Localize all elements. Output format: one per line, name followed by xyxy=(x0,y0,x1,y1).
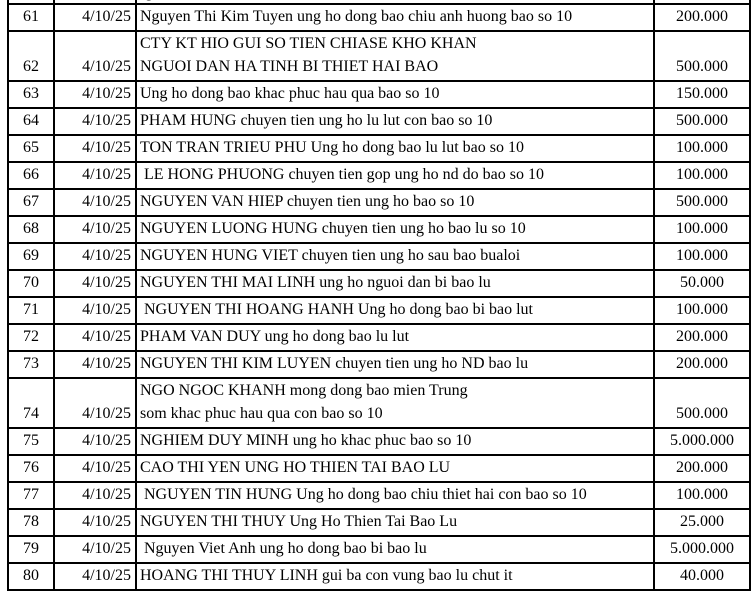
description-line: NGUYEN VAN HIEP chuyen tien ung ho bao so 10 xyxy=(140,193,475,210)
description-line: som khac phuc hau qua con bao so 10 xyxy=(140,405,383,422)
amount-cell: 150.000 xyxy=(654,81,750,108)
amount-cell: 500.000 xyxy=(654,31,750,81)
row-number-cell: 69 xyxy=(8,243,54,270)
row-number-cell: 62 xyxy=(8,31,54,81)
description-line: NGO NGOC KHANH mong dong bao mien Trung xyxy=(140,382,468,399)
row-number-cell: 74 xyxy=(8,378,54,428)
row-number-cell: 75 xyxy=(8,428,54,455)
date-cell: 4/10/25 xyxy=(54,216,136,243)
table-row xyxy=(8,135,750,162)
description-cell xyxy=(136,351,654,378)
row-number-cell: 76 xyxy=(8,455,54,482)
amount-cell: 100.000 xyxy=(654,243,750,270)
row-number-cell: 66 xyxy=(8,162,54,189)
row-number-cell: 79 xyxy=(8,536,54,563)
date-cell: 4/10/25 xyxy=(54,428,136,455)
description-line: TON TRAN TRIEU PHU Ung ho dong bao lu lut bao so 10 xyxy=(140,139,524,156)
description-cell xyxy=(136,162,654,189)
table-row xyxy=(8,351,750,378)
table-row xyxy=(8,270,750,297)
row-number-cell: 77 xyxy=(8,482,54,509)
description-cell xyxy=(136,108,654,135)
table-row xyxy=(8,509,750,536)
table-row xyxy=(8,108,750,135)
date-cell: 4/10/25 xyxy=(54,270,136,297)
table-row xyxy=(8,4,750,31)
date-cell: 4/10/25 xyxy=(54,378,136,428)
amount-cell: 40.000 xyxy=(654,563,750,590)
date-cell: 4/10/25 xyxy=(54,455,136,482)
table-row xyxy=(8,536,750,563)
description-cell xyxy=(136,482,654,509)
description-cell xyxy=(136,378,654,428)
date-cell: 4/10/25 xyxy=(54,108,136,135)
row-number-cell: 64 xyxy=(8,108,54,135)
description-cell xyxy=(136,31,654,81)
row-number-cell: 70 xyxy=(8,270,54,297)
description-line: NGUYEN THI MAI LINH ung ho nguoi dan bi bao lu xyxy=(140,274,491,291)
amount-cell: 100.000 xyxy=(654,162,750,189)
table-row xyxy=(8,378,750,428)
amount-cell: 500.000 xyxy=(654,108,750,135)
amount-cell: 500.000 xyxy=(654,378,750,428)
description-cell xyxy=(136,4,654,31)
amount-cell: 5.000.000 xyxy=(654,428,750,455)
amount-cell: 200.000 xyxy=(654,4,750,31)
date-cell: 4/10/25 xyxy=(54,536,136,563)
date-cell: 4/10/25 xyxy=(54,162,136,189)
row-number-cell: 71 xyxy=(8,297,54,324)
amount-cell: 500.000 xyxy=(654,189,750,216)
row-number-cell: 61 xyxy=(8,4,54,31)
amount-cell: 100.000 xyxy=(654,135,750,162)
description-cell xyxy=(136,189,654,216)
description-line: NGUYEN THI KIM LUYEN chuyen tien ung ho ND bao lu xyxy=(140,355,529,372)
description-line: NGUYEN TIN HUNG Ung ho dong bao chiu thiet hai con bao so 10 xyxy=(140,486,587,503)
description-cell xyxy=(136,455,654,482)
date-cell: 4/10/25 xyxy=(54,509,136,536)
row-number-cell: 65 xyxy=(8,135,54,162)
description-line: NGUOI DAN HA TINH BI THIET HAI BAO xyxy=(140,58,439,75)
description-cell xyxy=(136,563,654,590)
donation-table-body xyxy=(8,0,750,590)
description-line: NGUYEN THI THUY Ung Ho Thien Tai Bao Lu xyxy=(140,513,458,530)
date-cell: 4/10/25 xyxy=(54,297,136,324)
amount-cell: 200.000 xyxy=(654,455,750,482)
table-row xyxy=(8,455,750,482)
row-number-cell: 68 xyxy=(8,216,54,243)
description-cell xyxy=(136,509,654,536)
description-cell xyxy=(136,428,654,455)
description-line: Ung ho dong bao khac phuc hau qua bao so 10 xyxy=(140,85,440,102)
date-cell: 4/10/25 xyxy=(54,135,136,162)
date-cell: 4/10/25 xyxy=(54,4,136,31)
description-line: NGUYEN LUONG HUNG chuyen tien ung ho bao lu so 10 xyxy=(140,220,526,237)
description-line: LE HONG PHUONG chuyen tien gop ung ho nd do bao so 10 xyxy=(140,166,544,183)
description-cell xyxy=(136,536,654,563)
amount-cell: 200.000 xyxy=(654,324,750,351)
description-line: CAO THI YEN UNG HO THIEN TAI BAO LU xyxy=(140,459,451,476)
table-row xyxy=(8,216,750,243)
description-cell xyxy=(136,81,654,108)
date-cell: 4/10/25 xyxy=(54,189,136,216)
amount-cell: 5.000.000 xyxy=(654,536,750,563)
table-row xyxy=(8,189,750,216)
amount-cell: 100.000 xyxy=(654,482,750,509)
date-cell: 4/10/25 xyxy=(54,563,136,590)
description-cell xyxy=(136,297,654,324)
row-number-cell: 72 xyxy=(8,324,54,351)
amount-cell: 50.000 xyxy=(654,270,750,297)
description-cell xyxy=(136,324,654,351)
amount-cell: 25.000 xyxy=(654,509,750,536)
table-row xyxy=(8,563,750,590)
description-cell xyxy=(136,243,654,270)
description-cell xyxy=(136,216,654,243)
date-cell: 4/10/25 xyxy=(54,482,136,509)
description-line: HOANG THI THUY LINH gui ba con vung bao lu chut it xyxy=(140,567,513,584)
date-cell: 4/10/25 xyxy=(54,324,136,351)
date-cell: 4/10/25 xyxy=(54,243,136,270)
table-row xyxy=(8,482,750,509)
amount-cell: 200.000 xyxy=(654,351,750,378)
amount-cell: 100.000 xyxy=(654,297,750,324)
description-line: NGUYEN HUNG VIET chuyen tien ung ho sau bao bualoi xyxy=(140,247,521,264)
table-row xyxy=(8,297,750,324)
description-line: CTY KT HIO GUI SO TIEN CHIASE KHO KHAN xyxy=(140,35,477,52)
row-number-cell: 80 xyxy=(8,563,54,590)
table-row xyxy=(8,31,750,81)
table-row xyxy=(8,81,750,108)
date-cell: 4/10/25 xyxy=(54,351,136,378)
row-number-cell: 73 xyxy=(8,351,54,378)
table-row xyxy=(8,243,750,270)
description-line: NGHIEM DUY MINH ung ho khac phuc bao so 10 xyxy=(140,432,472,449)
row-number-cell: 78 xyxy=(8,509,54,536)
row-number-cell: 67 xyxy=(8,189,54,216)
description-line: Nguyen Viet Anh ung ho dong bao bi bao lu xyxy=(140,540,427,557)
description-cell xyxy=(136,135,654,162)
clipped-text-fragment xyxy=(137,0,653,3)
table-row xyxy=(8,324,750,351)
donation-table xyxy=(7,0,751,591)
description-cell xyxy=(136,270,654,297)
amount-cell: 100.000 xyxy=(654,216,750,243)
table-row xyxy=(8,162,750,189)
description-line: NGUYEN THI HOANG HANH Ung ho dong bao bi bao lut xyxy=(140,301,533,318)
date-cell: 4/10/25 xyxy=(54,31,136,81)
description-line: PHAM HUNG chuyen tien ung ho lu lut con bao so 10 xyxy=(140,112,493,129)
description-line: PHAM VAN DUY ung ho dong bao lu lut xyxy=(140,328,410,345)
table-row xyxy=(8,428,750,455)
date-cell: 4/10/25 xyxy=(54,81,136,108)
description-line: Nguyen Thi Kim Tuyen ung ho dong bao chiu anh huong bao so 10 xyxy=(140,8,573,25)
row-number-cell: 63 xyxy=(8,81,54,108)
